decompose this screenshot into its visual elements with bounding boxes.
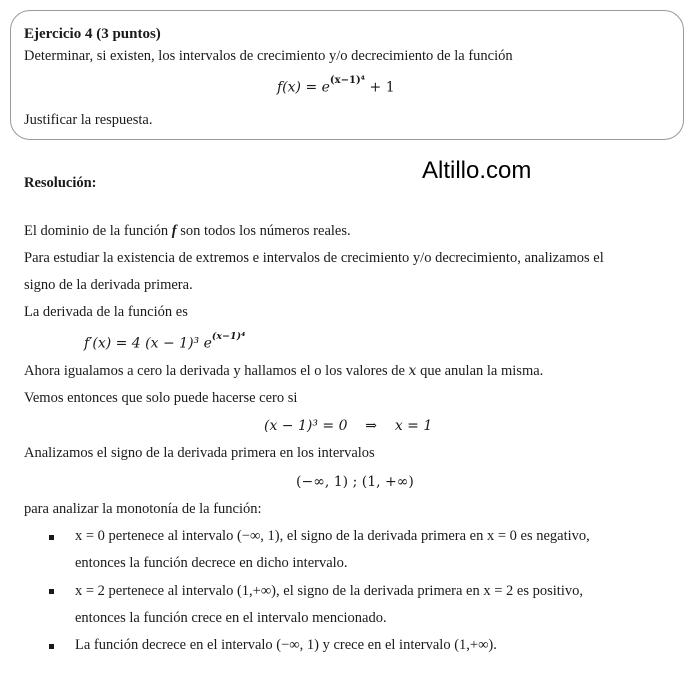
paragraph-study-line2: signo de la derivada primera.: [24, 277, 193, 293]
exercise-formula: [277, 75, 395, 96]
formula-rhs: + 1: [365, 79, 395, 96]
paragraph-zero-condition: Vemos entonces que solo puede hacerse cero si: [24, 390, 298, 406]
paragraph-derivative-intro: La derivada de la función es: [24, 304, 188, 320]
derivative-exponent: (x−1)⁴: [211, 331, 246, 342]
exercise-justify: Justificar la respuesta.: [24, 112, 153, 128]
watermark-text: Altillo.com: [422, 157, 532, 184]
bullet-marker: [49, 644, 54, 649]
bullet-1-line1: x = 0 pertenece al intervalo (−∞, 1), el signo de la derivada primera en x = 0 es negativo,: [75, 528, 590, 544]
intervals-expression: (−∞, 1) ; (1, +∞): [296, 474, 414, 490]
exercise-statement: Determinar, si existen, los intervalos de crecimiento y/o decrecimiento de la función: [24, 48, 513, 64]
equation-zero: (x − 1)³ = 0 ⇒ x = 1: [264, 418, 433, 434]
paragraph-equal-zero-b: que anulan la misma.: [416, 363, 544, 379]
bullet-marker: [49, 535, 54, 540]
paragraph-sign-analysis: Analizamos el signo de la derivada primera en los intervalos: [24, 445, 375, 461]
derivative-formula: [84, 331, 246, 352]
paragraph-monotony: para analizar la monotonía de la función:: [24, 501, 262, 517]
paragraph-equal-zero-x: x: [408, 363, 417, 379]
paragraph-domain-f: f: [171, 223, 177, 239]
exercise-title: Ejercicio 4 (3 puntos): [24, 26, 161, 42]
derivative-base: f′(x) = 4 (x − 1)³ e: [84, 335, 212, 352]
bullet-2-line1: x = 2 pertenece al intervalo (1,+∞), el signo de la derivada primera en x = 2 es positivo,: [75, 583, 583, 599]
paragraph-domain-text-b: son todos los números reales.: [176, 223, 351, 239]
paragraph-domain-text-a: El dominio de la función: [24, 223, 172, 239]
formula-lhs: f(x) = e: [277, 79, 330, 96]
bullet-3-line1: La función decrece en el intervalo (−∞, 1) y crece en el intervalo (1,+∞).: [75, 637, 497, 653]
paragraph-study-line1: Para estudiar la existencia de extremos e intervalos de crecimiento y/o decrecimiento, analizamos el: [24, 250, 604, 266]
paragraph-equal-zero: [24, 363, 543, 380]
formula-exponent: (x−1)⁴: [329, 75, 366, 86]
bullet-marker: [49, 589, 54, 594]
paragraph-domain: [24, 223, 351, 240]
resolution-heading: Resolución:: [24, 175, 97, 191]
bullet-1-line2: entonces la función decrece en dicho intervalo.: [75, 555, 348, 571]
paragraph-equal-zero-a: Ahora igualamos a cero la derivada y hallamos el o los valores de: [24, 363, 409, 379]
bullet-2-line2: entonces la función crece en el intervalo mencionado.: [75, 610, 387, 626]
